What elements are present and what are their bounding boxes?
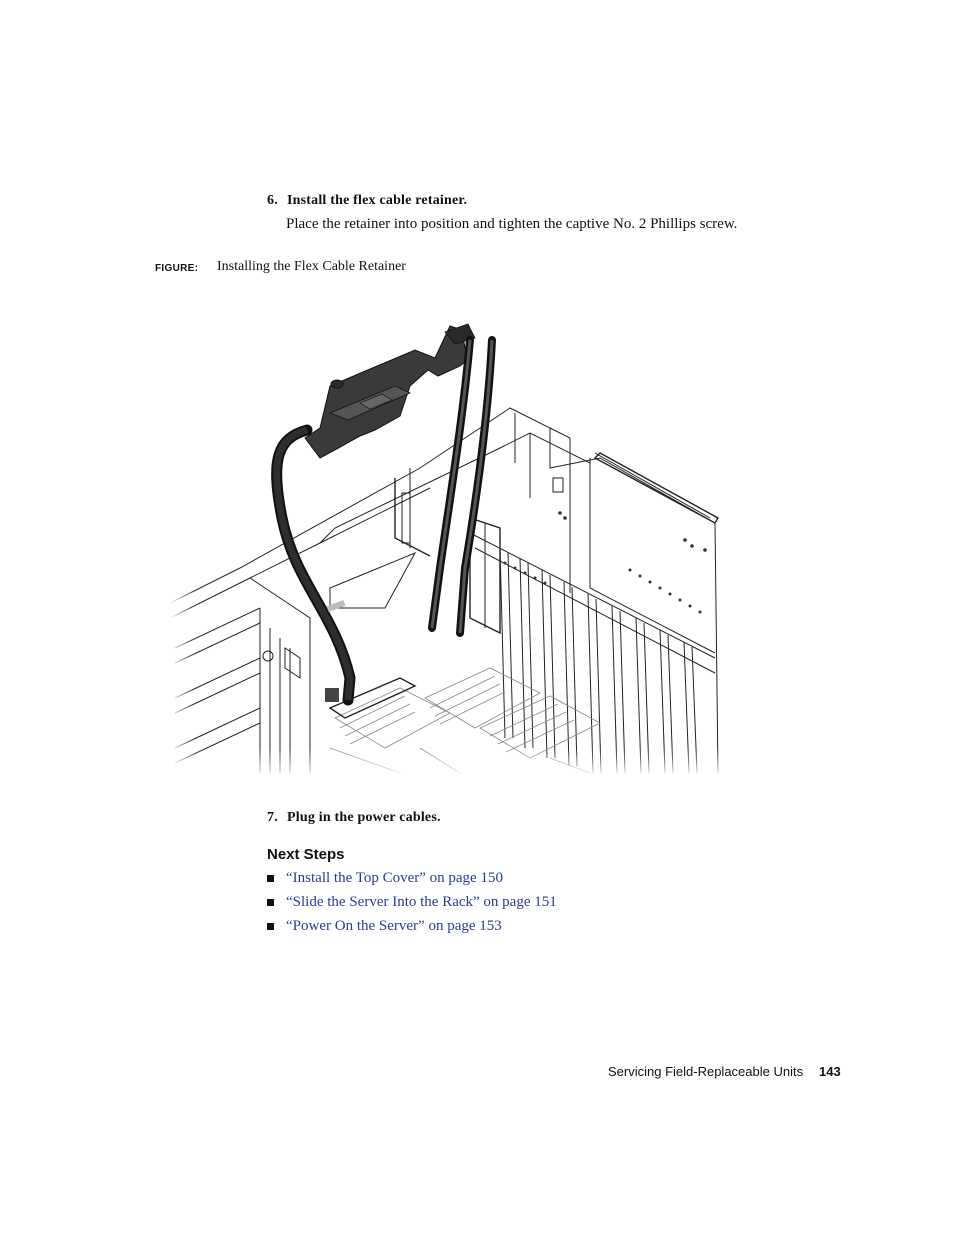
- step-6-title: [267, 193, 467, 209]
- bullet-square-icon: [267, 923, 274, 930]
- step-7-number: 7.: [267, 810, 278, 825]
- list-item: [267, 916, 687, 940]
- list-item: [267, 868, 687, 892]
- step-6-number: 6.: [267, 193, 278, 208]
- link-install-top-cover[interactable]: “Install the Top Cover” on page 150: [286, 870, 503, 886]
- link-slide-server-into-rack[interactable]: “Slide the Server Into the Rack” on page 151: [286, 894, 557, 910]
- step-6-title-text: Install the flex cable retainer.: [287, 193, 468, 208]
- link-power-on-server[interactable]: “Power On the Server” on page 153: [286, 918, 502, 934]
- page-number: 143: [819, 1064, 841, 1079]
- flex-cable-retainer-illustration: [170, 318, 730, 780]
- step-7-title-text: Plug in the power cables.: [287, 810, 441, 825]
- bullet-square-icon: [267, 875, 274, 882]
- footer-section-title: Servicing Field-Replaceable Units: [608, 1064, 804, 1079]
- step-7-title: [267, 810, 441, 826]
- list-item: [267, 892, 687, 916]
- next-steps-heading: Next Steps: [267, 846, 345, 863]
- bullet-square-icon: [267, 899, 274, 906]
- step-6-description: Place the retainer into position and tighten the captive No. 2 Phillips screw.: [286, 216, 738, 232]
- next-steps-list: [267, 868, 687, 940]
- figure-caption: Installing the Flex Cable Retainer: [217, 259, 406, 274]
- figure-label: FIGURE:: [155, 263, 199, 274]
